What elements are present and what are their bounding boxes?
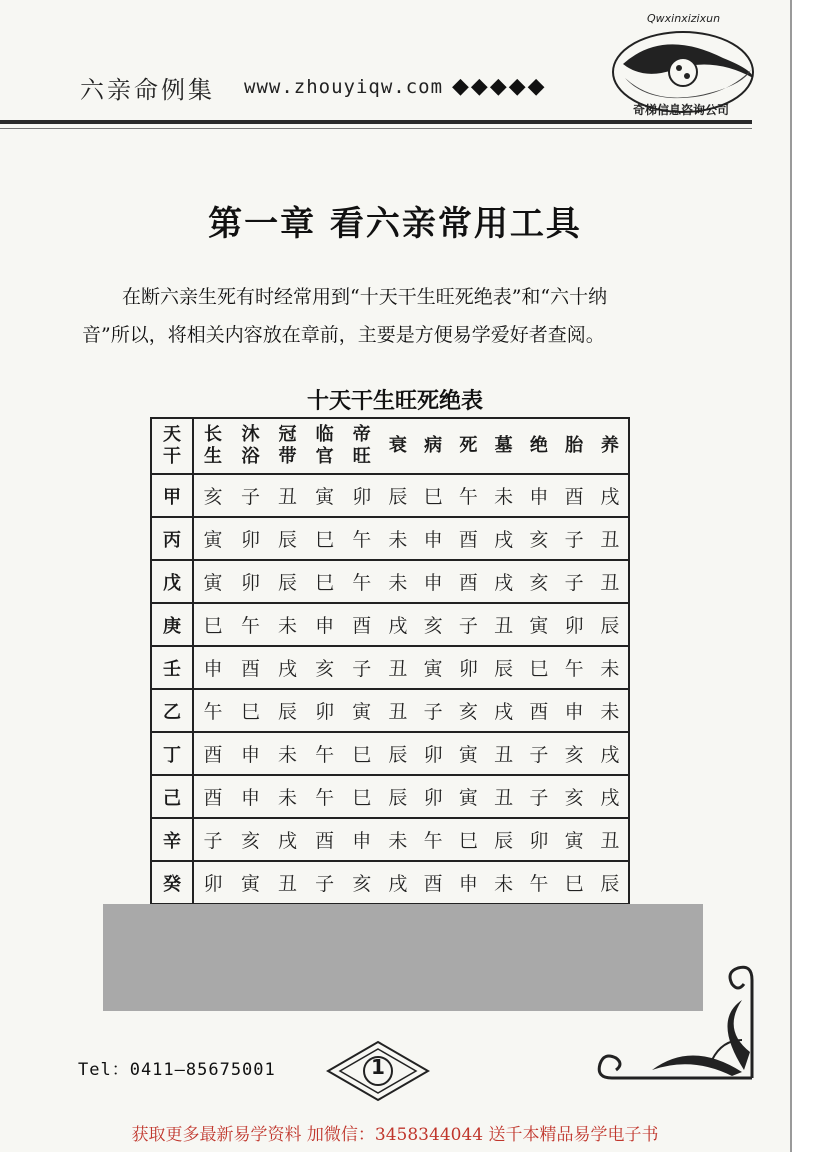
table-cell: 巳 bbox=[352, 787, 372, 809]
table-cell: 未 bbox=[278, 744, 298, 766]
header-cell bbox=[232, 418, 269, 474]
table-cell: 丑 bbox=[600, 529, 620, 551]
header-label: 长生 bbox=[203, 424, 222, 467]
table-cell: 午 bbox=[352, 529, 372, 551]
table-cell: 午 bbox=[240, 615, 260, 637]
table-cell: 巳 bbox=[240, 701, 260, 723]
table-cell: 卯 bbox=[458, 658, 478, 680]
row-stem: 乙 bbox=[151, 689, 193, 732]
table-cell: 卯 bbox=[240, 529, 260, 551]
table-cell: 午 bbox=[352, 572, 372, 594]
row-stem: 丁 bbox=[151, 732, 193, 775]
table-cell: 申 bbox=[564, 701, 584, 723]
table-cell: 子 bbox=[423, 701, 443, 723]
table-cell: 巳 bbox=[564, 873, 584, 895]
table-cell: 寅 bbox=[352, 701, 372, 723]
header-cell bbox=[557, 418, 592, 474]
table-cell: 亥 bbox=[203, 486, 223, 508]
table-cell: 未 bbox=[600, 658, 620, 680]
table-cell: 亥 bbox=[240, 830, 260, 852]
table-cell: 丑 bbox=[600, 572, 620, 594]
table-cell: 子 bbox=[564, 572, 584, 594]
row-stem: 戊 bbox=[151, 560, 193, 603]
table-cell: 寅 bbox=[423, 658, 443, 680]
row-stem: 丙 bbox=[151, 517, 193, 560]
table-cell: 巳 bbox=[423, 486, 443, 508]
table-cell: 亥 bbox=[423, 615, 443, 637]
table-cell: 戌 bbox=[494, 572, 514, 594]
table-cell: 申 bbox=[352, 830, 372, 852]
table-cell: 卯 bbox=[423, 744, 443, 766]
promo-text: 获取更多最新易学资料 加微信：3458344044 送千本精品易学电子书 bbox=[131, 1125, 659, 1145]
table-cell: 辰 bbox=[388, 787, 408, 809]
table-cell: 酉 bbox=[458, 572, 478, 594]
table-cell: 午 bbox=[564, 658, 584, 680]
table-row bbox=[151, 689, 629, 732]
row-stem: 辛 bbox=[151, 818, 193, 861]
table-cell: 未 bbox=[388, 830, 408, 852]
diamond-ornament-icon: ◆◆◆◆◆ bbox=[452, 74, 547, 99]
corner-ornament-icon bbox=[592, 960, 762, 1080]
table-cell: 戌 bbox=[278, 830, 298, 852]
book-title: 六亲命例集 bbox=[80, 76, 215, 104]
table-cell: 子 bbox=[529, 744, 549, 766]
table-cell: 戌 bbox=[388, 873, 408, 895]
table-cell: 寅 bbox=[240, 873, 260, 895]
table-cell: 丑 bbox=[278, 486, 298, 508]
table-cell: 辰 bbox=[278, 529, 298, 551]
row-stem: 甲 bbox=[151, 474, 193, 517]
header-cell bbox=[380, 418, 415, 474]
chapter-title: 第一章 看六亲常用工具 bbox=[208, 204, 582, 244]
table-cell: 辰 bbox=[600, 873, 620, 895]
header-label: 绝 bbox=[529, 435, 548, 456]
table-cell: 辰 bbox=[494, 658, 514, 680]
row-stem: 己 bbox=[151, 775, 193, 818]
table-cell: 酉 bbox=[315, 830, 335, 852]
table-cell: 申 bbox=[458, 873, 478, 895]
telephone-number: Tel：0411—85675001 bbox=[78, 1060, 276, 1080]
table-cell: 酉 bbox=[240, 658, 260, 680]
intro-paragraph bbox=[82, 278, 722, 354]
table-row bbox=[151, 818, 629, 861]
table-cell: 戌 bbox=[278, 658, 298, 680]
header-label: 胎 bbox=[565, 435, 584, 456]
table-row bbox=[151, 603, 629, 646]
table-cell: 辰 bbox=[494, 830, 514, 852]
table-cell: 巳 bbox=[203, 615, 223, 637]
header-stem-label: 天干 bbox=[163, 424, 181, 467]
table-cell: 子 bbox=[352, 658, 372, 680]
company-logo bbox=[603, 8, 763, 126]
table-cell: 辰 bbox=[600, 615, 620, 637]
header-label: 冠带 bbox=[278, 424, 297, 467]
table-cell: 未 bbox=[278, 787, 298, 809]
table-cell: 巳 bbox=[458, 830, 478, 852]
table-cell: 子 bbox=[564, 529, 584, 551]
table-row bbox=[151, 474, 629, 517]
header-divider-thin bbox=[0, 128, 752, 129]
table-cell: 寅 bbox=[203, 529, 223, 551]
table-cell: 午 bbox=[423, 830, 443, 852]
website-url: www.zhouyiqw.com bbox=[244, 76, 444, 98]
table-cell: 卯 bbox=[240, 572, 260, 594]
table-cell: 丑 bbox=[388, 658, 408, 680]
table-cell: 辰 bbox=[388, 486, 408, 508]
table-cell: 酉 bbox=[458, 529, 478, 551]
table-cell: 午 bbox=[458, 486, 478, 508]
intro-line-2: 音”所以，将相关内容放在章前，主要是方便易学爱好者查阅。 bbox=[82, 324, 605, 346]
header-cell bbox=[193, 418, 232, 474]
table-cell: 酉 bbox=[564, 486, 584, 508]
table-cell: 寅 bbox=[564, 830, 584, 852]
table-cell: 巳 bbox=[352, 744, 372, 766]
logo-text-top: Qwxinxizixun bbox=[647, 12, 721, 25]
table-cell: 卯 bbox=[564, 615, 584, 637]
table-row bbox=[151, 560, 629, 603]
header-label: 病 bbox=[424, 435, 443, 456]
table-cell: 丑 bbox=[278, 873, 298, 895]
table-cell: 酉 bbox=[529, 701, 549, 723]
header-cell bbox=[343, 418, 380, 474]
life-stage-table-container bbox=[150, 417, 630, 905]
table-cell: 申 bbox=[315, 615, 335, 637]
header-label: 死 bbox=[459, 435, 478, 456]
table-cell: 午 bbox=[315, 744, 335, 766]
table-cell: 申 bbox=[203, 658, 223, 680]
table-cell: 亥 bbox=[458, 701, 478, 723]
table-cell: 酉 bbox=[203, 744, 223, 766]
header-label: 帝旺 bbox=[352, 424, 371, 467]
table-cell: 未 bbox=[494, 486, 514, 508]
table-cell: 丑 bbox=[494, 787, 514, 809]
header-label: 临官 bbox=[315, 424, 334, 467]
table-row bbox=[151, 517, 629, 560]
table-cell: 戌 bbox=[600, 787, 620, 809]
table-cell: 戌 bbox=[388, 615, 408, 637]
table-header-row bbox=[151, 418, 629, 474]
table-cell: 寅 bbox=[529, 615, 549, 637]
table-cell: 寅 bbox=[458, 787, 478, 809]
table-cell: 巳 bbox=[315, 572, 335, 594]
header-cell bbox=[521, 418, 556, 474]
table-cell: 戌 bbox=[494, 701, 514, 723]
table-cell: 辰 bbox=[388, 744, 408, 766]
table-cell: 巳 bbox=[315, 529, 335, 551]
table-cell: 申 bbox=[423, 529, 443, 551]
table-row bbox=[151, 775, 629, 818]
table-cell: 辰 bbox=[278, 572, 298, 594]
table-cell: 午 bbox=[203, 701, 223, 723]
table-cell: 酉 bbox=[423, 873, 443, 895]
table-cell: 未 bbox=[388, 529, 408, 551]
table-cell: 丑 bbox=[388, 701, 408, 723]
table-row bbox=[151, 732, 629, 775]
table-cell: 卯 bbox=[315, 701, 335, 723]
table-row bbox=[151, 646, 629, 689]
table-cell: 子 bbox=[203, 830, 223, 852]
row-stem: 壬 bbox=[151, 646, 193, 689]
table-cell: 辰 bbox=[278, 701, 298, 723]
header-label: 沐浴 bbox=[241, 424, 260, 467]
table-cell: 申 bbox=[240, 744, 260, 766]
table-cell: 卯 bbox=[203, 873, 223, 895]
table-cell: 未 bbox=[388, 572, 408, 594]
header-label: 养 bbox=[600, 435, 619, 456]
table-cell: 卯 bbox=[529, 830, 549, 852]
table-body bbox=[151, 474, 629, 904]
table-cell: 亥 bbox=[315, 658, 335, 680]
table-cell: 亥 bbox=[529, 529, 549, 551]
table-cell: 丑 bbox=[600, 830, 620, 852]
table-cell: 子 bbox=[529, 787, 549, 809]
table-cell: 酉 bbox=[352, 615, 372, 637]
table-cell: 戌 bbox=[600, 486, 620, 508]
table-cell: 申 bbox=[240, 787, 260, 809]
table-cell: 未 bbox=[600, 701, 620, 723]
table-cell: 亥 bbox=[529, 572, 549, 594]
table-cell: 子 bbox=[315, 873, 335, 895]
life-stage-table bbox=[150, 417, 630, 905]
table-cell: 卯 bbox=[352, 486, 372, 508]
header-cell bbox=[451, 418, 486, 474]
table-cell: 戌 bbox=[600, 744, 620, 766]
table-cell: 丑 bbox=[494, 744, 514, 766]
table-cell: 寅 bbox=[315, 486, 335, 508]
table-title: 十天干生旺死绝表 bbox=[306, 389, 483, 414]
table-cell: 亥 bbox=[352, 873, 372, 895]
header-cell bbox=[486, 418, 521, 474]
page-number: 1 bbox=[371, 1055, 385, 1079]
row-stem: 癸 bbox=[151, 861, 193, 904]
header-label: 衰 bbox=[388, 435, 407, 456]
row-stem: 庚 bbox=[151, 603, 193, 646]
table-cell: 巳 bbox=[529, 658, 549, 680]
table-cell: 亥 bbox=[564, 787, 584, 809]
table-cell: 亥 bbox=[564, 744, 584, 766]
table-cell: 寅 bbox=[203, 572, 223, 594]
header-cell bbox=[592, 418, 629, 474]
table-cell: 丑 bbox=[494, 615, 514, 637]
table-cell: 午 bbox=[529, 873, 549, 895]
table-cell: 寅 bbox=[458, 744, 478, 766]
header-cell bbox=[416, 418, 451, 474]
table-cell: 戌 bbox=[494, 529, 514, 551]
table-cell: 子 bbox=[240, 486, 260, 508]
table-cell: 申 bbox=[423, 572, 443, 594]
header-stem bbox=[151, 418, 193, 474]
table-cell: 午 bbox=[315, 787, 335, 809]
intro-line-1: 在断六亲生死有时经常用到“十天干生旺死绝表”和“六十纳 bbox=[122, 286, 608, 308]
header-cell bbox=[306, 418, 343, 474]
table-row bbox=[151, 861, 629, 904]
header-label: 墓 bbox=[494, 435, 513, 456]
table-cell: 卯 bbox=[423, 787, 443, 809]
table-cell: 酉 bbox=[203, 787, 223, 809]
logo-text-bottom: 奇梯信息咨询公司 bbox=[633, 103, 730, 117]
table-cell: 子 bbox=[458, 615, 478, 637]
header-cell bbox=[269, 418, 306, 474]
table-cell: 未 bbox=[278, 615, 298, 637]
table-cell: 未 bbox=[494, 873, 514, 895]
table-cell: 申 bbox=[529, 486, 549, 508]
